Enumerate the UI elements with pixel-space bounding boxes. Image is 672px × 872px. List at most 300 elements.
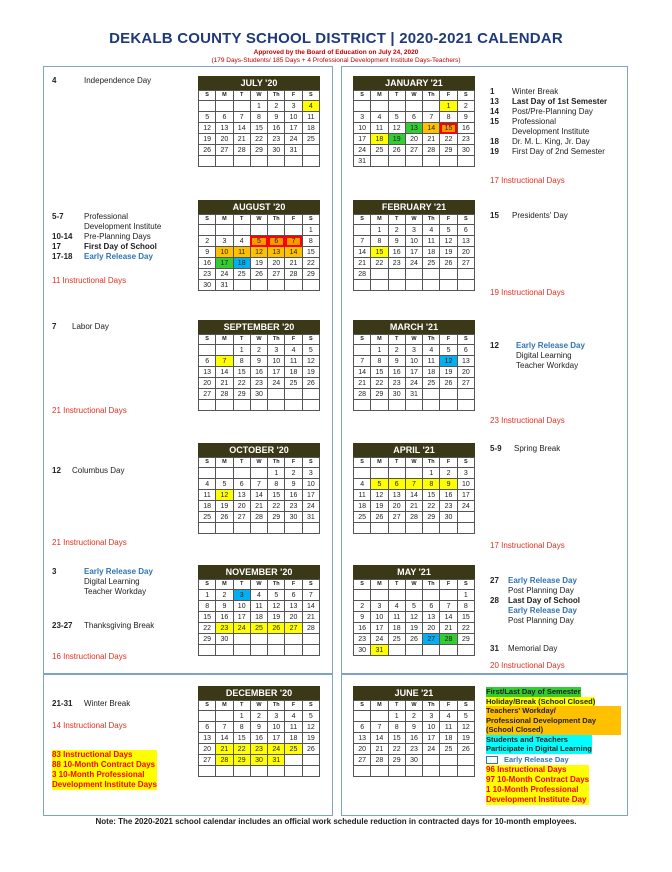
day-cell: 29 [250,145,267,156]
day-cell: 15 [457,612,474,623]
weekday-label: S [457,335,474,345]
day-cell: 17 [405,247,422,258]
day-cell: 3 [405,345,422,356]
day-cell [354,345,371,356]
day-cell [250,634,267,645]
day-cell [199,400,216,411]
day-cell: 29 [388,755,405,766]
day-cell [457,645,474,656]
month-header-sep: SEPTEMBER '20 [198,320,320,334]
weekday-label: F [440,458,457,468]
day-cell: 10 [457,479,474,490]
day-cell: 9 [388,236,405,247]
day-cell: 6 [199,356,216,367]
day-cell: 13 [354,733,371,744]
day-cell: 2 [285,468,302,479]
day-cell: 6 [405,112,422,123]
weekday-label: T [233,701,250,711]
weekday-label: S [457,580,474,590]
calendar-april [353,443,475,534]
day-cell: 5 [457,711,474,722]
day-cell: 24 [457,501,474,512]
day-cell: 4 [285,711,302,722]
day-cell: 28 [285,269,302,280]
month-header-nov: NOVEMBER '20 [198,565,320,579]
day-cell: 16 [250,733,267,744]
weekday-label: Th [423,91,440,101]
day-cell [233,225,250,236]
weekday-label: S [199,215,216,225]
month-header-mar: MARCH '21 [353,320,475,334]
day-cell: 31 [354,156,371,167]
weekday-label: Th [423,580,440,590]
weekday-label: F [285,458,302,468]
day-cell: 12 [457,722,474,733]
day-cell: 3 [268,711,285,722]
weekday-label: F [440,701,457,711]
day-cell: 27 [199,755,216,766]
day-cell: 28 [354,389,371,400]
day-cell: 12 [405,612,422,623]
day-cell [302,645,319,656]
day-cell [388,280,405,291]
day-cell: 19 [216,501,233,512]
day-cell: 22 [199,623,216,634]
day-cell: 30 [268,145,285,156]
weekday-label: S [354,335,371,345]
day-cell [302,280,319,291]
day-cell [216,645,233,656]
weekday-label: Th [268,458,285,468]
day-cell: 2 [268,101,285,112]
day-cell [268,225,285,236]
day-cell: 9 [440,479,457,490]
day-cell [440,269,457,280]
day-cell: 16 [457,123,474,134]
day-cell: 11 [423,236,440,247]
day-cell: 2 [199,236,216,247]
day-cell: 20 [354,744,371,755]
day-cell: 18 [388,623,405,634]
day-cell: 11 [199,490,216,501]
day-cell: 31 [216,280,233,291]
day-cell [268,280,285,291]
weekday-label: T [388,458,405,468]
calendar-november [198,565,320,656]
day-cell: 20 [199,378,216,389]
day-cell: 28 [302,623,319,634]
day-cell: 27 [354,755,371,766]
day-cell: 25 [233,269,250,280]
weekday-label: M [371,335,388,345]
day-cell: 31 [371,645,388,656]
day-cell: 13 [405,123,422,134]
day-cell [199,523,216,534]
day-cell: 1 [199,590,216,601]
day-cell: 27 [405,145,422,156]
day-cell: 25 [354,512,371,523]
event-list-september: 7 Labor Day [52,322,109,331]
day-cell: 3 [371,601,388,612]
day-cell: 7 [233,112,250,123]
day-cell: 16 [388,247,405,258]
day-cell: 23 [354,634,371,645]
day-cell: 28 [423,145,440,156]
day-cell: 1 [440,101,457,112]
day-cell: 14 [354,247,371,258]
day-cell: 30 [354,645,371,656]
day-cell: 17 [285,123,302,134]
day-cell: 24 [216,269,233,280]
day-cell: 14 [354,367,371,378]
calendar-december [198,686,320,777]
day-cell [405,280,422,291]
day-cell [285,400,302,411]
day-cell: 12 [371,490,388,501]
day-cell: 7 [354,356,371,367]
day-cell: 17 [268,367,285,378]
day-cell [423,645,440,656]
day-cell: 21 [233,134,250,145]
day-cell: 6 [354,722,371,733]
day-cell: 22 [457,623,474,634]
day-cell: 14 [216,733,233,744]
day-cell: 18 [233,258,250,269]
weekday-label: M [216,458,233,468]
weekday-label: S [199,458,216,468]
weekday-label: F [440,580,457,590]
day-cell: 19 [388,134,405,145]
day-cell: 17 [233,612,250,623]
instructional-days-may: 20 Instructional Days [490,661,565,670]
day-cell: 4 [302,101,319,112]
day-cell [199,645,216,656]
day-cell: 13 [423,612,440,623]
weekday-label: S [354,701,371,711]
day-cell [233,101,250,112]
day-cell: 27 [285,623,302,634]
calendar-january [353,76,475,167]
weekday-label: W [250,335,267,345]
day-cell [354,400,371,411]
day-cell [423,280,440,291]
day-cell: 21 [285,258,302,269]
day-cell: 30 [457,145,474,156]
weekday-label: M [216,701,233,711]
day-cell [371,766,388,777]
day-cell: 12 [199,123,216,134]
day-cell: 9 [388,356,405,367]
day-cell: 29 [423,512,440,523]
day-cell: 30 [250,755,267,766]
calendar-may [353,565,475,656]
day-cell: 1 [388,711,405,722]
day-cell: 25 [440,744,457,755]
day-cell [250,766,267,777]
weekday-label: T [233,335,250,345]
day-cell: 27 [233,512,250,523]
weekday-label: W [250,458,267,468]
day-cell: 20 [423,623,440,634]
day-cell: 11 [250,601,267,612]
day-cell: 7 [371,722,388,733]
day-cell [354,766,371,777]
day-cell: 23 [440,501,457,512]
day-cell: 12 [440,236,457,247]
day-cell [268,156,285,167]
day-cell: 8 [440,112,457,123]
event-thanksgiving: 23-27 Thanksgiving Break [52,621,155,630]
day-cell: 4 [233,236,250,247]
month-header-aug: AUGUST '20 [198,200,320,214]
early-release-swatch-icon [486,756,498,764]
day-cell: 14 [405,490,422,501]
day-cell: 24 [302,501,319,512]
day-cell: 26 [371,512,388,523]
weekday-label: S [354,580,371,590]
day-cell: 28 [440,634,457,645]
day-cell [250,156,267,167]
day-cell: 27 [423,634,440,645]
weekday-label: F [285,701,302,711]
day-cell [423,400,440,411]
day-cell: 12 [216,490,233,501]
day-cell [285,156,302,167]
day-cell: 6 [216,112,233,123]
day-cell: 16 [354,623,371,634]
weekday-label: W [405,701,422,711]
day-cell: 26 [302,378,319,389]
day-cell: 5 [388,112,405,123]
day-cell: 4 [199,479,216,490]
day-cell: 10 [233,601,250,612]
calendar-march [353,320,475,411]
day-cell: 1 [423,468,440,479]
day-cell [268,523,285,534]
day-cell: 28 [250,512,267,523]
day-cell [354,101,371,112]
day-cell [388,468,405,479]
day-cell: 13 [199,733,216,744]
day-cell: 25 [250,623,267,634]
day-cell: 24 [354,145,371,156]
approval-note: Approved by the Board of Education on July 24, 2020 [253,49,419,56]
day-cell [371,269,388,280]
day-cell [302,400,319,411]
day-cell: 19 [440,247,457,258]
day-cell: 7 [440,601,457,612]
day-cell: 31 [268,755,285,766]
month-header-jun: JUNE '21 [353,686,475,700]
day-cell: 24 [371,634,388,645]
day-cell: 21 [302,612,319,623]
day-cell: 24 [268,744,285,755]
day-cell: 5 [405,601,422,612]
day-cell [199,345,216,356]
legend-holiday: Holiday/Break (School Closed) [486,696,596,706]
day-cell: 30 [216,634,233,645]
weekday-label: F [285,215,302,225]
day-cell: 7 [302,590,319,601]
day-cell: 11 [388,612,405,623]
day-cell: 15 [388,733,405,744]
day-cell: 12 [440,356,457,367]
weekday-label: W [250,580,267,590]
day-cell [233,766,250,777]
day-cell: 21 [405,501,422,512]
instructional-days-march: 23 Instructional Days [490,416,565,425]
day-cell: 19 [268,612,285,623]
day-cell: 24 [285,134,302,145]
day-cell [388,590,405,601]
day-cell: 22 [268,501,285,512]
day-cell [233,280,250,291]
day-cell: 29 [457,634,474,645]
day-cell: 18 [371,134,388,145]
day-cell [250,645,267,656]
weekday-label: S [457,215,474,225]
day-cell: 3 [268,345,285,356]
day-cell: 8 [233,722,250,733]
day-cell [233,468,250,479]
day-cell [440,400,457,411]
day-cell: 18 [440,733,457,744]
day-cell: 25 [285,744,302,755]
day-cell: 28 [371,755,388,766]
day-cell: 20 [285,612,302,623]
day-cell: 20 [457,367,474,378]
day-cell [199,156,216,167]
day-cell [423,156,440,167]
day-cell [388,523,405,534]
month-header-feb: FEBRUARY '21 [353,200,475,214]
day-cell: 29 [233,755,250,766]
day-cell: 9 [285,479,302,490]
weekday-label: M [216,91,233,101]
weekday-label: T [233,580,250,590]
day-cell: 15 [233,367,250,378]
legend-first-last: First/Last Day of Semester [486,687,581,696]
day-cell: 22 [250,134,267,145]
day-cell: 19 [302,367,319,378]
day-cell: 19 [457,733,474,744]
day-cell [199,711,216,722]
day-cell: 24 [268,378,285,389]
day-cell: 6 [423,601,440,612]
day-cell: 10 [405,236,422,247]
day-cell: 29 [199,634,216,645]
day-cell [285,523,302,534]
day-cell: 19 [250,258,267,269]
day-cell: 19 [302,733,319,744]
day-cell: 16 [216,612,233,623]
calendar-september [198,320,320,411]
day-cell: 13 [457,236,474,247]
day-cell: 19 [199,134,216,145]
day-cell: 17 [216,258,233,269]
day-cell: 8 [268,479,285,490]
day-cell: 5 [302,711,319,722]
calendar-june [353,686,475,777]
day-cell: 4 [371,112,388,123]
day-cell: 16 [199,258,216,269]
day-cell [268,634,285,645]
day-cell [216,711,233,722]
day-cell: 10 [405,356,422,367]
day-cell [216,156,233,167]
weekday-label: F [440,335,457,345]
day-cell: 21 [371,744,388,755]
day-cell: 21 [216,378,233,389]
day-cell: 15 [371,247,388,258]
weekday-label: W [250,91,267,101]
day-cell: 10 [268,722,285,733]
day-cell: 9 [250,722,267,733]
weekday-label: S [302,580,319,590]
day-cell [285,280,302,291]
day-cell [216,225,233,236]
day-cell: 20 [388,501,405,512]
day-cell [440,645,457,656]
event-list-may: 27 Early Release Day Post Planning Day 28 Last Day of School Early Release Day Post Planning Day [490,576,581,625]
day-cell: 24 [405,258,422,269]
day-cell [199,101,216,112]
weekday-label: S [199,701,216,711]
month-header-jan: JANUARY '21 [353,76,475,90]
instructional-days-april: 17 Instructional Days [490,541,565,550]
event-list-february: 15 Presidents' Day [490,211,568,220]
day-cell [250,400,267,411]
day-cell: 30 [405,755,422,766]
day-cell: 22 [388,744,405,755]
day-cell: 17 [457,490,474,501]
day-cell: 11 [233,247,250,258]
weekday-label: T [233,91,250,101]
weekday-label: Th [268,215,285,225]
day-cell: 4 [250,590,267,601]
day-cell: 13 [199,367,216,378]
day-cell: 5 [302,345,319,356]
day-cell: 20 [405,134,422,145]
day-cell [388,400,405,411]
day-cell: 8 [423,479,440,490]
day-cell [354,468,371,479]
event-list-july: 4 Independence Day [52,76,152,85]
day-cell: 1 [268,468,285,479]
day-cell: 15 [371,367,388,378]
day-cell: 16 [268,123,285,134]
day-cell: 21 [216,744,233,755]
day-cell: 10 [423,722,440,733]
weekday-label: S [457,91,474,101]
day-cell: 23 [268,134,285,145]
weekday-label: W [405,335,422,345]
day-cell: 12 [268,601,285,612]
day-cell: 2 [388,225,405,236]
day-cell: 18 [423,247,440,258]
day-cell: 7 [285,236,302,247]
day-cell [302,755,319,766]
day-cell: 14 [216,367,233,378]
day-cell: 21 [354,258,371,269]
day-cell: 12 [250,247,267,258]
weekday-label: S [354,458,371,468]
day-cell [440,766,457,777]
weekday-label: Th [268,91,285,101]
day-cell: 3 [423,711,440,722]
weekday-label: S [302,701,319,711]
day-cell [199,225,216,236]
